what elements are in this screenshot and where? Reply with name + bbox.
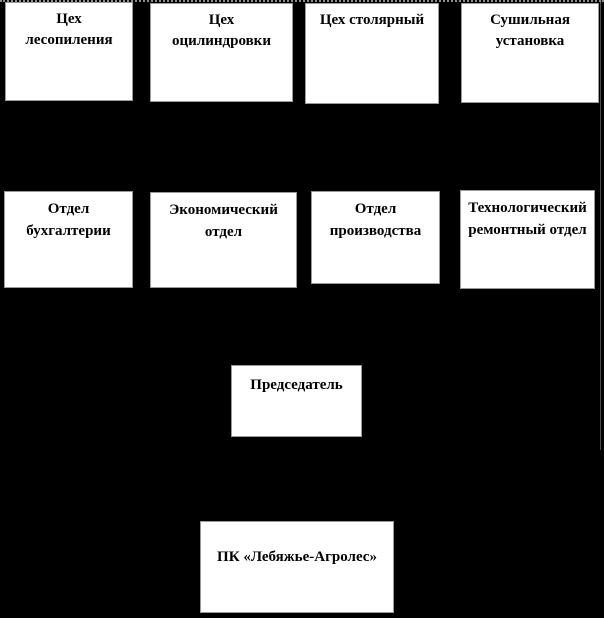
- node-otdel-proizvodstva: [311, 191, 440, 284]
- node-ceh-ocilindrovki: [150, 3, 293, 102]
- node-label-line: Цех: [56, 11, 82, 27]
- node-label-line: Сушильная: [490, 12, 570, 28]
- node-label-line: бухгалтерии: [26, 223, 111, 239]
- node-label-line: Цех столярный: [319, 12, 425, 28]
- node-ceh-stolyarny: [305, 3, 439, 104]
- node-label-line: Председатель: [250, 377, 343, 393]
- node-otdel-buhgalterii: [4, 191, 133, 288]
- node-label-line: производства: [329, 223, 422, 239]
- node-label-line: Цех: [208, 12, 235, 28]
- node-ceh-lesopileniya: [5, 2, 133, 101]
- node-label-line: Отдел: [47, 201, 90, 217]
- node-label-line: установка: [495, 33, 565, 49]
- node-pk-lebyazhye-agroles: [200, 521, 394, 613]
- node-tehnologicheskiy-remontny-otdel: [460, 190, 595, 289]
- node-label-line: ремонтный отдел: [468, 222, 587, 238]
- node-predsedatel: [231, 365, 362, 437]
- node-label-line: отдел: [204, 224, 243, 240]
- node-label-line: Экономический: [169, 202, 278, 218]
- node-label-line: оцилиндровки: [172, 33, 271, 49]
- node-label-line: Технологический: [468, 200, 587, 216]
- node-label-line: ПК «Лебяжье-Агролес»: [217, 549, 377, 565]
- node-ekonomicheskiy-otdel: [150, 192, 297, 288]
- node-label-line: лесопиления: [25, 32, 113, 48]
- node-label-line: Отдел: [354, 201, 397, 217]
- node-sushilnaya-ustanovka: [461, 3, 599, 103]
- right-edge-line: [600, 2, 601, 450]
